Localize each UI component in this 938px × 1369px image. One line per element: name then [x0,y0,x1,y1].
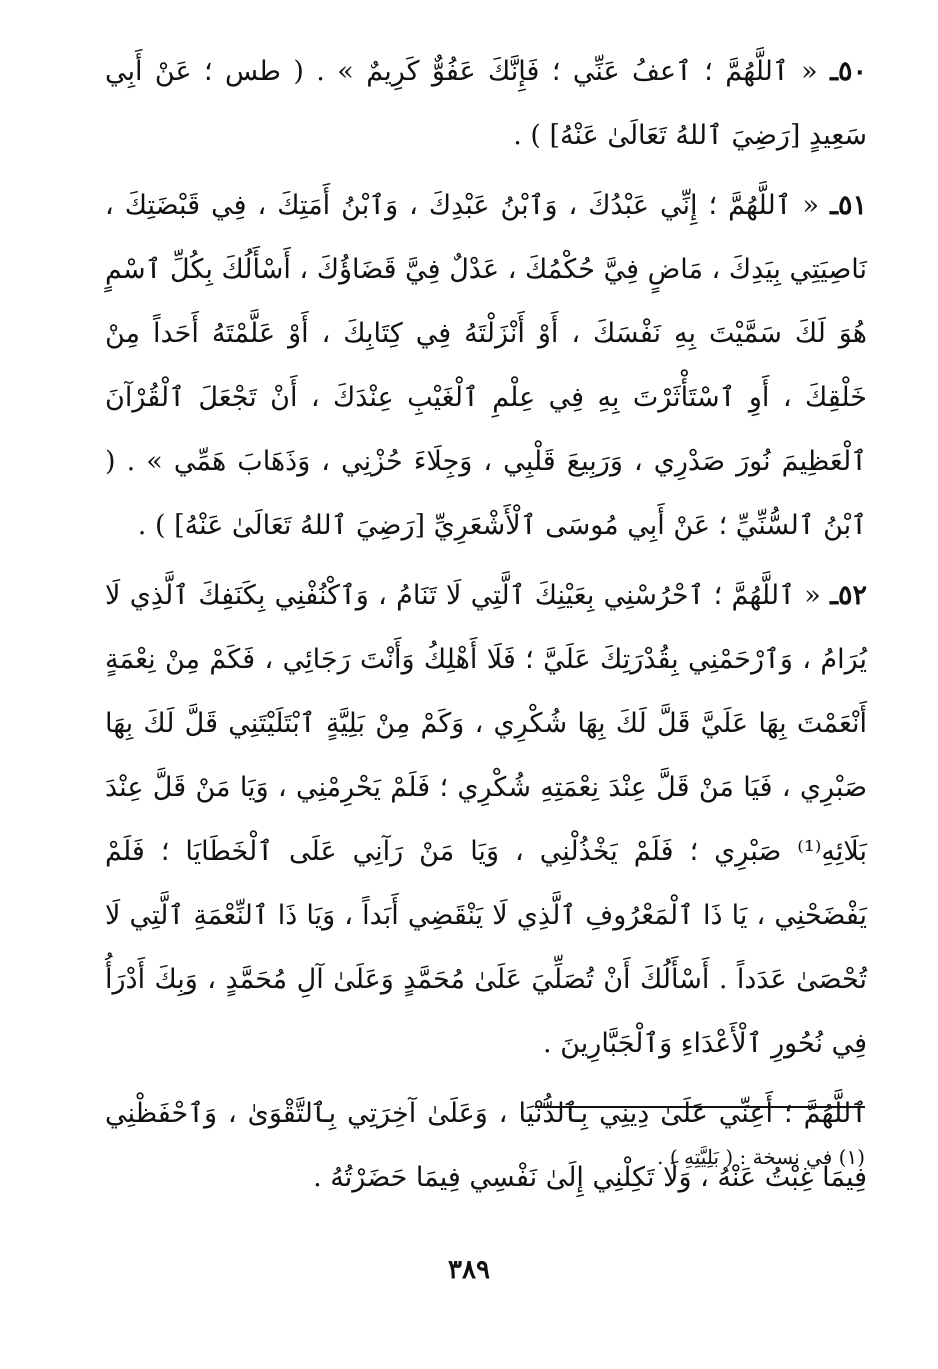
prayer-paragraph-52 [105,564,867,1076]
prayer-text: « ٱللَّهُمَّ ؛ ٱعفُ عَنِّي ؛ فَإِنَّكَ عَفُوٌّ كَرِيمٌ » . ( طس ؛ عَنْ أَبِي سَعِيدٍ [رَضِيَ ٱللهُ تَعَالَىٰ عَنْهُ] ) . [105,56,867,151]
page-body [105,40,867,1216]
footnote: (١) في نسخة : ( بَلِيَّتِهِ ) . [657,1145,865,1169]
prayer-number: ٥٢ـ [830,580,867,611]
prayer-text: ٱللَّهُمَّ ؛ أَعِنِّي عَلَىٰ دِينِي بِٱلدُّنْيَا ، وَعَلَىٰ آخِرَتِي بِٱلتَّقْوَىٰ ، وَٱحْفَظْنِي فِيمَا غِبْتُ عَنْهُ ، وَلَا تَكِلْنِي إِلَىٰ نَفْسِي فِيمَا حَضَرْتُهُ . [105,1098,867,1193]
footnote-divider [535,1106,865,1108]
prayer-number: ٥٠ـ [830,56,867,87]
prayer-paragraph-50 [105,40,867,168]
prayer-paragraph-51 [105,174,867,558]
page-number: ٣٨٩ [448,1255,490,1285]
prayer-text: « ٱللَّهُمَّ ؛ إِنِّي عَبْدُكَ ، وَٱبْنُ عَبْدِكَ ، وَٱبْنُ أَمَتِكَ ، فِي قَبْضَتِكَ ، نَاصِيَتِي بِيَدِكَ ، مَاضٍ فِيَّ حُكْمُكَ ، عَدْلٌ فِيَّ قَضَاؤُكَ ، أَسْأَلُكَ بِكُلِّ ٱسْمٍ هُوَ لَكَ سَمَّيْتَ بِهِ نَفْسَكَ ، أَوْ أَنْزَلْتَهُ فِي كِتَابِكَ ، أَوْ عَلَّمْتَهُ أَحَداً مِنْ خَلْقِكَ ، أَوِ ٱسْتَأْثَرْتَ بِهِ فِي عِلْمِ ٱلْغَيْبِ عِنْدَكَ ، أَنْ تَجْعَلَ ٱلْقُرْآنَ ٱلْعَظِيمَ نُورَ صَدْرِي ، وَرَبِيعَ قَلْبِي ، وَجِلَاءَ حُزْنِي ، وَذَهَابَ هَمِّي » . ( ٱبْنُ ٱلسُّنِّيِّ ؛ عَنْ أَبِي مُوسَى ٱلْأَشْعَرِيِّ [رَضِيَ ٱللهُ تَعَالَىٰ عَنْهُ] ) . [105,190,867,541]
prayer-number: ٥١ـ [830,190,867,221]
prayer-text: « ٱللَّهُمَّ ؛ ٱحْرُسْنِي بِعَيْنِكَ ٱلَّتِي لَا تَنَامُ ، وَٱكْنُفْنِي بِكَنَفِكَ ٱلَّذِي لَا يُرَامُ ، وَٱرْحَمْنِي بِقُدْرَتِكَ عَلَيَّ ؛ فَلَا أَهْلِكُ وَأَنْتَ رَجَائِي ، فَكَمْ مِنْ نِعْمَةٍ أَنْعَمْتَ بِهَا عَلَيَّ قَلَّ لَكَ بِهَا شُكْرِي ، وَكَمْ مِنْ بَلِيَّةٍ ٱبْتَلَيْتَنِي قَلَّ لَكَ بِهَا صَبْرِي ، فَيَا مَنْ قَلَّ عِنْدَ نِعْمَتِهِ شُكْرِي ؛ فَلَمْ يَحْرِمْنِي ، وَيَا مَنْ قَلَّ عِنْدَ بَلَائِهِ⁽¹⁾ صَبْرِي ؛ فَلَمْ يَخْذُلْنِي ، وَيَا مَنْ رَآنِي عَلَى ٱلْخَطَايَا ؛ فَلَمْ يَفْضَحْنِي ، يَا ذَا ٱلْمَعْرُوفِ ٱلَّذِي لَا يَنْقَضِي أَبَداً ، وَيَا ذَا ٱلنِّعْمَةِ ٱلَّتِي لَا تُحْصَىٰ عَدَداً . أَسْأَلُكَ أَنْ تُصَلِّيَ عَلَىٰ مُحَمَّدٍ وَعَلَىٰ آلِ مُحَمَّدٍ ، وَبِكَ أَدْرَأُ فِي نُحُورِ ٱلْأَعْدَاءِ وَٱلْجَبَّارِينَ . [105,580,867,1059]
